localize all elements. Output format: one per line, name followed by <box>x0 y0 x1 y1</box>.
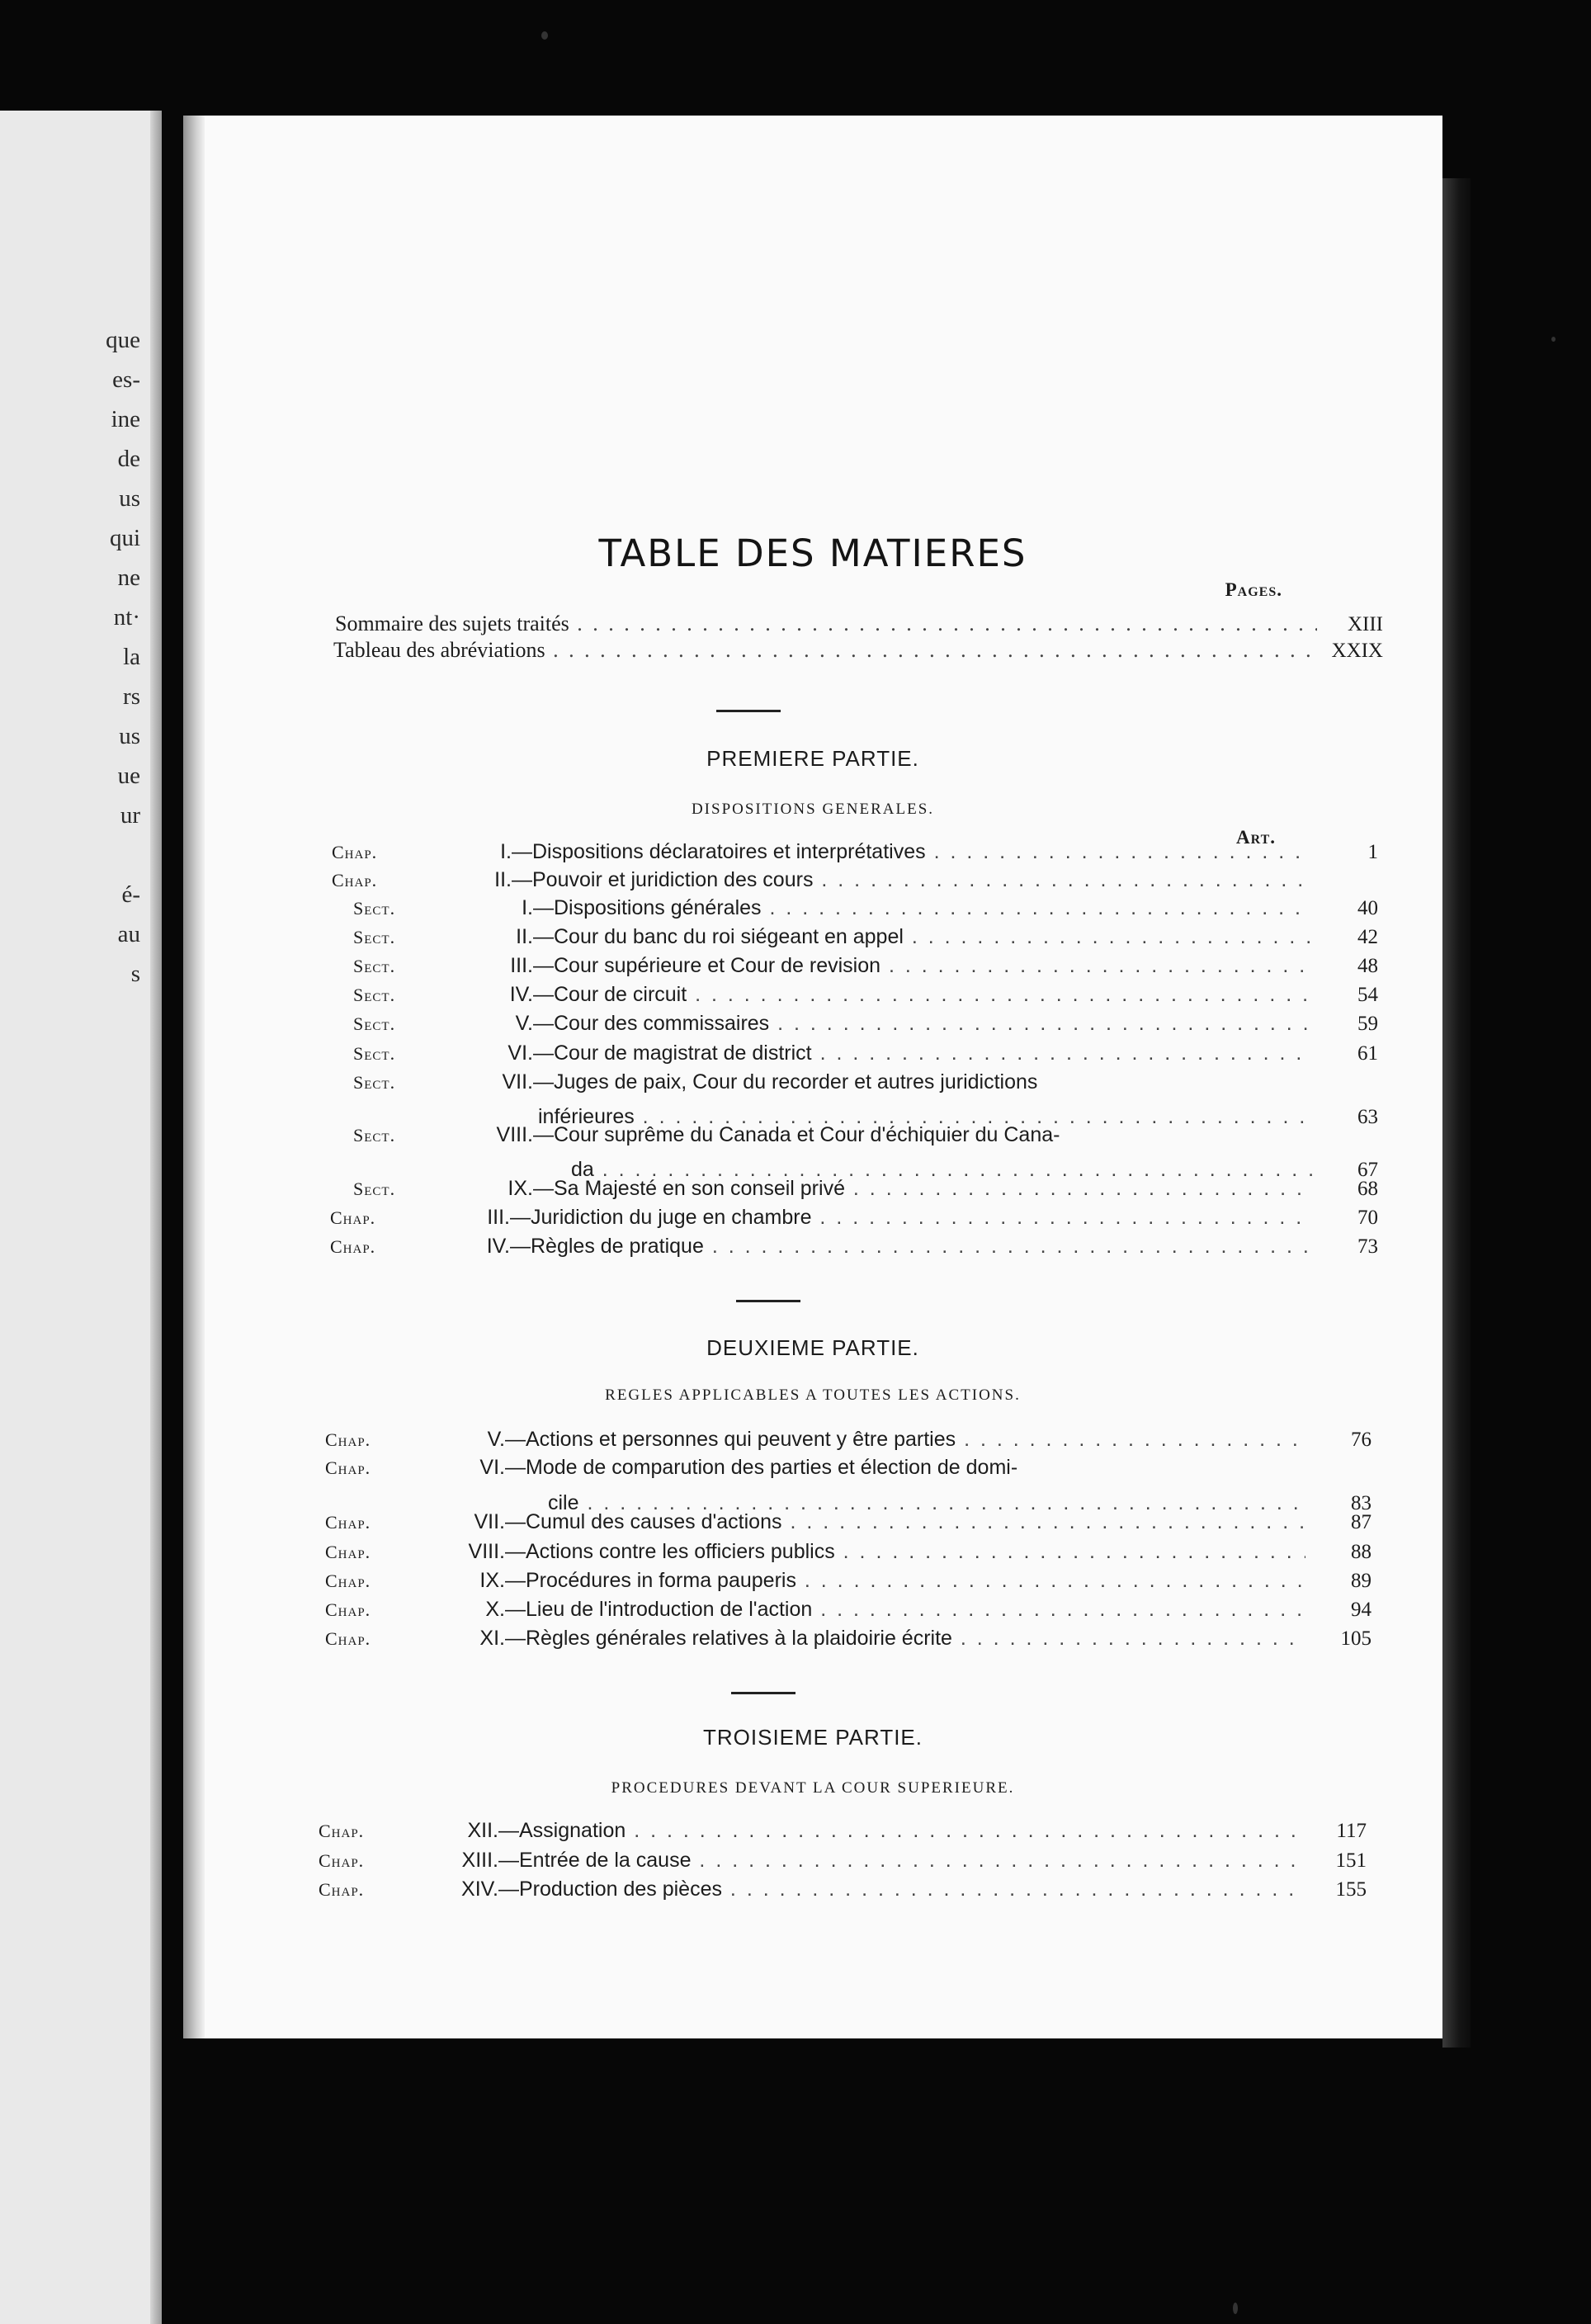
facing-page-fragment: ne <box>117 564 140 591</box>
facing-page-fragment: la <box>123 644 140 670</box>
toc-entry-number: XI. <box>479 1627 505 1650</box>
toc-entry <box>325 1598 1371 1626</box>
book-page <box>183 116 1442 2038</box>
toc-entry-number: III. <box>510 954 533 977</box>
toc-entry-number: V. <box>515 1012 533 1035</box>
dust-speck <box>1233 2303 1238 2314</box>
toc-entry-title: —Cour de circuit . . . <box>533 983 1312 1007</box>
facing-page-fragment: au <box>117 921 140 947</box>
toc-entry-label: Sect. <box>353 1179 396 1199</box>
toc-entry <box>319 1849 1367 1877</box>
toc-entry-page: 88 <box>1351 1541 1371 1563</box>
facing-page-fragment: de <box>117 446 140 472</box>
toc-entry <box>325 1540 1371 1568</box>
toc-entry-page: 89 <box>1351 1570 1371 1592</box>
toc-entry <box>333 638 1383 666</box>
toc-entry-title: —Cour de magistrat de district . . . <box>533 1042 1312 1065</box>
toc-entry-label: Chap. <box>330 1236 376 1257</box>
part-subtitle: REGLES APPLICABLES A TOUTES LES ACTIONS. <box>605 1386 1021 1404</box>
section-divider <box>716 710 781 712</box>
toc-entry-number: VIII. <box>496 1123 533 1146</box>
toc-entry-label: Chap. <box>332 842 378 862</box>
toc-entry-page: 54 <box>1357 984 1378 1006</box>
page-title: TABLE DES MATIERES <box>598 531 1027 575</box>
toc-entry-page: XXIX <box>1331 640 1383 662</box>
facing-page-fragment: qui <box>109 525 140 551</box>
toc-entry-number: I. <box>522 896 533 919</box>
toc-entry-page: 42 <box>1357 926 1378 948</box>
toc-entry-title: —Sa Majesté en son conseil privé . . . <box>533 1177 1312 1201</box>
toc-entry-number: II. <box>494 868 512 891</box>
dust-speck <box>541 31 548 40</box>
toc-entry <box>325 1627 1371 1655</box>
toc-entry <box>353 925 1378 953</box>
toc-entry-number: VII. <box>502 1070 533 1094</box>
toc-entry-page: 155 <box>1335 1878 1367 1901</box>
toc-entry <box>325 1569 1371 1597</box>
toc-entry-title: —Pouvoir et juridiction des cours . . . <box>512 868 1312 892</box>
toc-entry-title: —Entrée de la cause . . . <box>498 1849 1301 1873</box>
toc-entry-number: XIV. <box>461 1878 498 1901</box>
toc-entry-number: XIII. <box>461 1849 498 1872</box>
toc-entry-number: II. <box>516 925 533 948</box>
toc-entry-title: —Production des pièces . . . <box>498 1878 1301 1901</box>
facing-page-fragment: que <box>106 327 140 353</box>
toc-entry-page: 63 <box>1357 1106 1378 1128</box>
toc-entry-number: VII. <box>474 1510 505 1533</box>
part-title: DEUXIEME PARTIE. <box>706 1335 919 1360</box>
toc-entry-page: 67 <box>1357 1159 1378 1181</box>
toc-entry <box>319 1878 1367 1906</box>
toc-entry-label: Sect. <box>353 1125 396 1145</box>
toc-entry-number: V. <box>487 1428 505 1451</box>
toc-entry-page: 59 <box>1357 1013 1378 1035</box>
facing-page-fragment: rs <box>123 683 140 710</box>
toc-entry-title: —Cumul des causes d'actions . . . <box>505 1510 1305 1534</box>
toc-entry-label: Chap. <box>325 1512 371 1533</box>
toc-entry-number: IV. <box>486 1235 510 1258</box>
toc-entry-label: Chap. <box>325 1628 371 1649</box>
toc-entry-label: Sect. <box>353 1043 396 1064</box>
toc-entry <box>353 954 1378 982</box>
toc-entry-continuation <box>538 1094 1378 1128</box>
toc-entry-page: 70 <box>1357 1207 1378 1229</box>
toc-entry-number: VI. <box>479 1456 505 1479</box>
toc-entry-page: 40 <box>1357 897 1378 919</box>
toc-entry-title: —Cour des commissaires . . . <box>533 1012 1312 1036</box>
toc-entry <box>325 1510 1371 1538</box>
section-divider <box>731 1692 796 1694</box>
toc-entry-title: —Juridiction du juge en chambre . . . <box>510 1206 1312 1230</box>
toc-entry-label: Sect. <box>353 927 396 947</box>
facing-page <box>0 111 162 2324</box>
toc-entry <box>332 868 1378 896</box>
toc-entry-label: Chap. <box>325 1542 371 1562</box>
toc-entry-title: —Assignation . . . <box>498 1819 1301 1843</box>
part-title: TROISIEME PARTIE. <box>703 1725 923 1750</box>
facing-page-fragment: ur <box>120 802 140 829</box>
toc-entry-label: Sect. <box>353 956 396 976</box>
toc-entry-page: 68 <box>1357 1178 1378 1200</box>
toc-entry-page: 151 <box>1335 1849 1367 1872</box>
toc-entry-title: Tableau des abréviations . . . <box>333 638 1317 663</box>
toc-entry-title: Sommaire des sujets traités . . . <box>335 612 1317 636</box>
toc-entry-continuation-text: inférieures . . . <box>538 1105 1312 1129</box>
toc-entry-page: 117 <box>1336 1820 1367 1842</box>
toc-entry-label: Chap. <box>325 1457 371 1478</box>
toc-entry-label: Sect. <box>353 1072 396 1093</box>
toc-entry-title: —Lieu de l'introduction de l'action . . . <box>505 1598 1305 1622</box>
toc-entry-label: Sect. <box>353 1013 396 1034</box>
toc-entry-number: VI. <box>508 1042 533 1065</box>
facing-page-fragment: ine <box>111 406 140 432</box>
toc-entry-number: IX. <box>479 1569 505 1592</box>
toc-entry-title: —Dispositions générales . . . <box>533 896 1312 920</box>
art-column-label: Art. <box>1235 827 1276 848</box>
toc-entry-label: Chap. <box>325 1599 371 1620</box>
toc-entry-continuation <box>571 1147 1378 1181</box>
part-subtitle: DISPOSITIONS GENERALES. <box>691 801 935 818</box>
toc-entry <box>325 1456 1371 1484</box>
toc-entry-continuation-text: da . . . <box>571 1158 1312 1182</box>
toc-entry-number: I. <box>500 840 512 863</box>
toc-entry-page: 1 <box>1367 841 1378 863</box>
facing-page-gutter <box>150 111 162 2324</box>
facing-page-fragment: us <box>119 723 140 749</box>
toc-entry-number: X. <box>485 1598 505 1621</box>
toc-entry-page: 87 <box>1351 1511 1371 1533</box>
toc-entry-title: —Actions contre les officiers publics . . . <box>505 1540 1305 1564</box>
dust-speck <box>1551 337 1556 342</box>
toc-entry <box>319 1819 1367 1847</box>
toc-entry-continuation <box>548 1481 1371 1514</box>
toc-entry-page: 73 <box>1357 1235 1378 1258</box>
toc-entry-title: —Mode de comparution des parties et élection de domi- <box>505 1456 1018 1479</box>
toc-entry-number: VIII. <box>468 1540 505 1563</box>
toc-entry-number: III. <box>487 1206 510 1229</box>
toc-entry-label: Chap. <box>332 870 378 890</box>
toc-entry <box>330 1235 1378 1263</box>
table-of-contents <box>183 116 1442 2038</box>
toc-entry-label: Chap. <box>319 1879 365 1900</box>
toc-entry-title: —Actions et personnes qui peuvent y être parties . . . <box>505 1428 1305 1452</box>
toc-entry-title: —Cour supérieure et Cour de revision . . . <box>533 954 1312 978</box>
toc-entry-title: —Cour suprême du Canada et Cour d'échiquier du Cana- <box>533 1123 1060 1146</box>
toc-entry <box>353 1042 1378 1070</box>
toc-entry-page: 105 <box>1340 1627 1371 1650</box>
toc-entry-page: 83 <box>1351 1492 1371 1514</box>
toc-entry <box>335 612 1383 640</box>
toc-entry-title: —Règles générales relatives à la plaidoirie écrite . . . <box>505 1627 1305 1651</box>
toc-entry-label: Chap. <box>319 1850 365 1871</box>
toc-entry <box>353 1012 1378 1040</box>
toc-entry-label: Chap. <box>325 1571 371 1591</box>
toc-entry <box>353 896 1378 924</box>
toc-entry-page: 76 <box>1351 1429 1371 1451</box>
toc-entry-page: XIII <box>1347 613 1383 635</box>
toc-entry <box>330 1206 1378 1234</box>
facing-page-fragment: ue <box>117 763 140 789</box>
facing-page-fragment: nt· <box>113 604 140 631</box>
toc-entry-title: —Dispositions déclaratoires et interprétatives . . . <box>512 840 1312 864</box>
toc-entry-page: 61 <box>1357 1042 1378 1065</box>
toc-entry-title: —Règles de pratique . . . <box>510 1235 1312 1259</box>
pages-column-label: Pages. <box>1225 579 1282 600</box>
part-title: PREMIERE PARTIE. <box>706 746 919 771</box>
toc-entry-title: —Cour du banc du roi siégeant en appel . . . <box>533 925 1312 949</box>
toc-entry-number: XII. <box>467 1819 498 1842</box>
toc-entry <box>353 983 1378 1011</box>
toc-entry <box>353 1177 1378 1205</box>
toc-entry-label: Chap. <box>325 1429 371 1450</box>
toc-entry-page: 48 <box>1357 955 1378 977</box>
toc-entry-label: Chap. <box>319 1821 365 1841</box>
facing-page-fragment: s <box>130 961 140 987</box>
toc-entry-label: Sect. <box>353 898 396 919</box>
toc-entry-number: IX. <box>508 1177 533 1200</box>
facing-page-fragment: us <box>119 485 140 512</box>
toc-entry <box>325 1428 1371 1456</box>
facing-page-fragment: é- <box>121 881 140 908</box>
toc-entry-label: Sect. <box>353 985 396 1005</box>
toc-entry-number: IV. <box>509 983 533 1006</box>
toc-entry-label: Chap. <box>330 1207 376 1228</box>
part-subtitle: PROCEDURES DEVANT LA COUR SUPERIEURE. <box>611 1779 1015 1797</box>
toc-entry-title: —Procédures in forma pauperis . . . <box>505 1569 1305 1593</box>
book-edge <box>1442 178 1471 2048</box>
toc-entry-title: —Juges de paix, Cour du recorder et autres juridictions <box>533 1070 1038 1094</box>
section-divider <box>736 1300 800 1302</box>
toc-entry-page: 94 <box>1351 1599 1371 1621</box>
toc-entry-continuation-text: cile . . . <box>548 1491 1305 1515</box>
toc-entry <box>332 840 1378 868</box>
facing-page-fragment: es- <box>112 366 140 393</box>
